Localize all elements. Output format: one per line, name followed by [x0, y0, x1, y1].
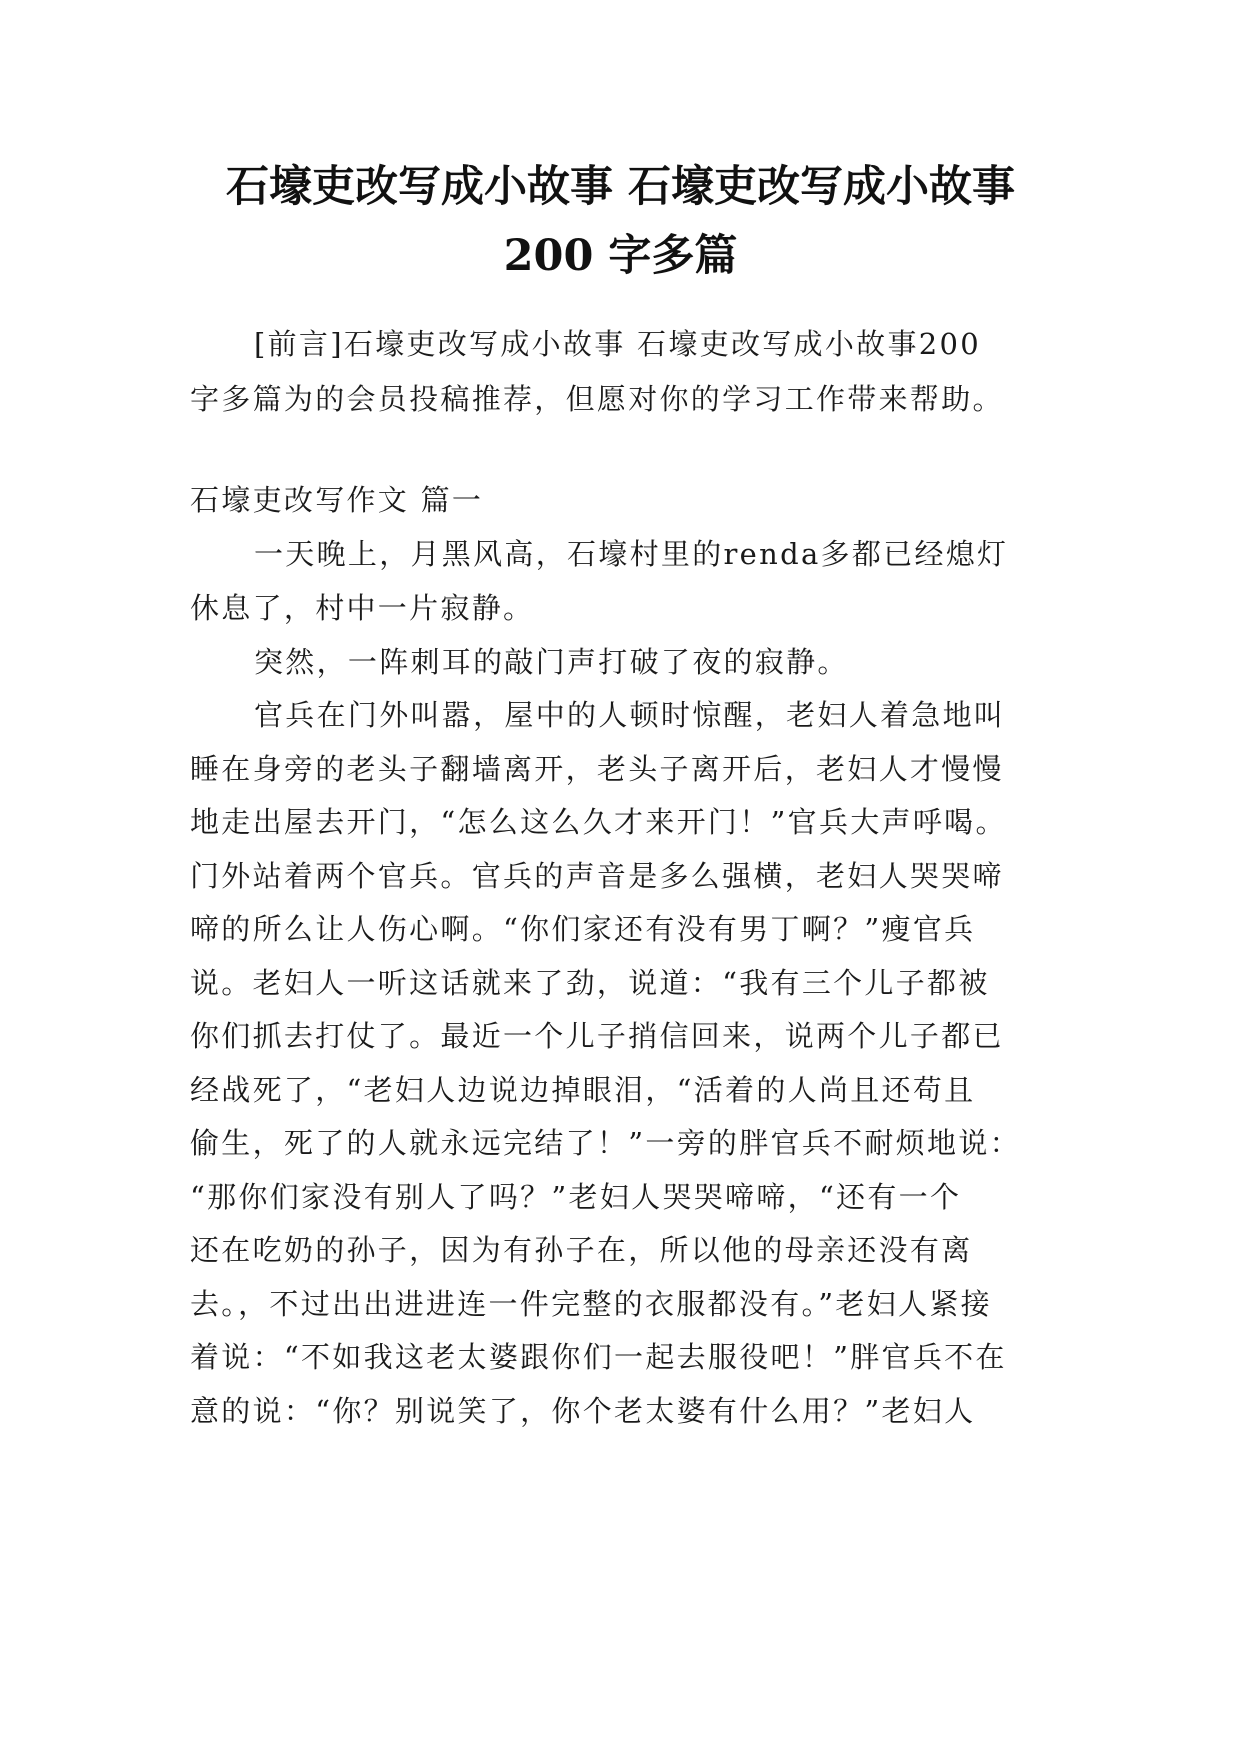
body-line: 还在吃奶的孙子，因为有孙子在，所以他的母亲还没有离: [190, 1233, 973, 1267]
body-line: 啼的所么让人伤心啊。“你们家还有没有男丁啊？”瘦官兵: [190, 912, 976, 946]
body-line: “那你们家没有别人了吗？”老妇人哭哭啼啼，“还有一个: [190, 1180, 962, 1214]
preface-line-1: [前言]石壕吏改写成小故事 石壕吏改写成小故事200: [254, 327, 981, 361]
body-line: 一天晚上，月黑风高，石壕村里的renda多都已经熄灯: [254, 537, 1009, 571]
preface-line-2: 字多篇为的会员投稿推荐，但愿对你的学习工作带来帮助。: [190, 382, 1004, 416]
body-line: 地走出屋去开门，“怎么这么久才来开门！”官兵大声呼喝。: [190, 805, 1007, 839]
body-line: 偷生，死了的人就永远完结了！”一旁的胖官兵不耐烦地说：: [190, 1126, 1021, 1160]
body-line: 说。老妇人一听这话就来了劲，说道：“我有三个儿子都被: [190, 966, 990, 1000]
section-heading: 石壕吏改写作文 篇一: [190, 483, 484, 517]
body-line: 经战死了，“老妇人边说边掉眼泪，“活着的人尚且还苟且: [190, 1073, 976, 1107]
body-line: 突然，一阵刺耳的敲门声打破了夜的寂静。: [254, 645, 849, 679]
body-line: 着说：“不如我这老太婆跟你们一起去服役吧！”胖官兵不在: [190, 1340, 1007, 1374]
document-title-line-2: 200 字多篇: [503, 231, 738, 281]
body-line: 官兵在门外叫嚣，屋中的人顿时惊醒，老妇人着急地叫: [254, 698, 1006, 732]
body-line: 你们抓去打仗了。最近一个儿子捎信回来，说两个儿子都已: [190, 1019, 1004, 1053]
body-line: 去。，不过出出进进连一件完整的衣服都没有。”老妇人紧接: [190, 1287, 992, 1321]
body-line: 门外站着两个官兵。官兵的声音是多么强横，老妇人哭哭啼: [190, 859, 1004, 893]
body-line: 意的说：“你？别说笑了，你个老太婆有什么用？”老妇人: [190, 1394, 976, 1428]
body-line: 休息了，村中一片寂静。: [190, 591, 535, 625]
document-title-line-1: 石壕吏改写成小故事 石壕吏改写成小故事: [226, 162, 1015, 212]
body-line: 睡在身旁的老头子翻墙离开，老头子离开后，老妇人才慢慢: [190, 752, 1004, 786]
